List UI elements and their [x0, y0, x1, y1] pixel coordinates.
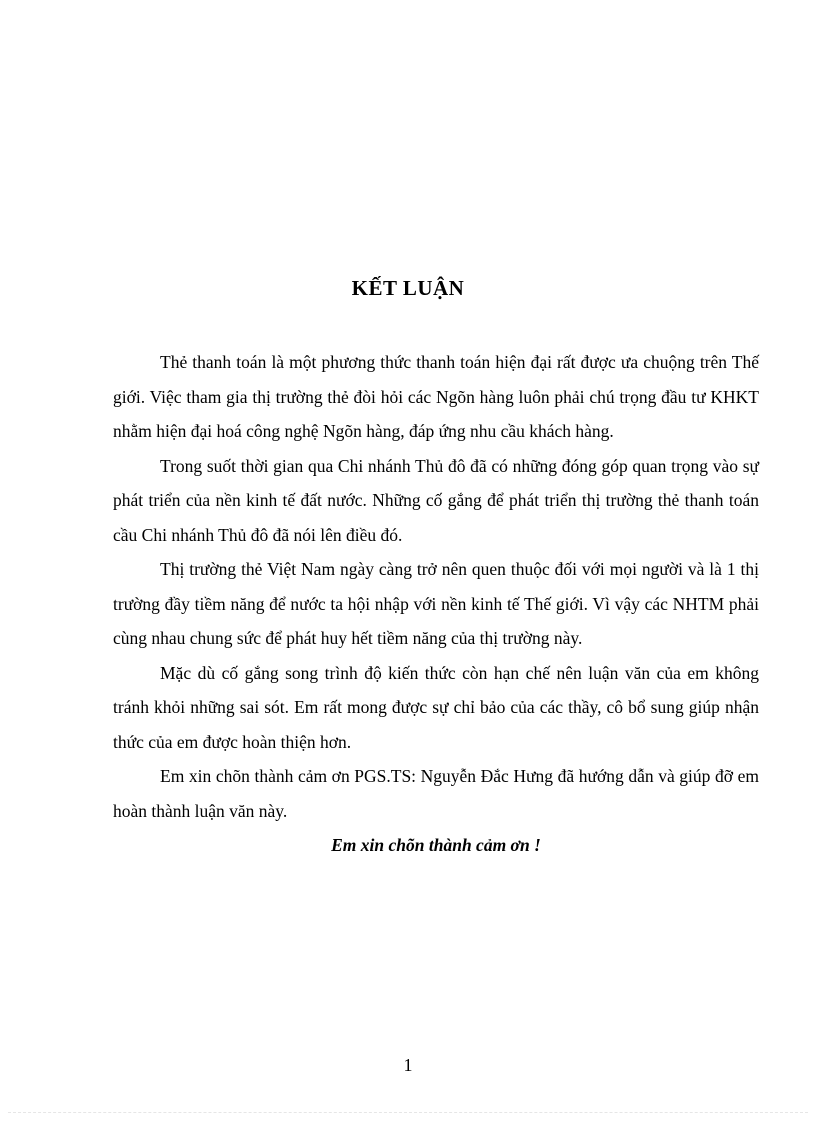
- body-text: [113, 345, 759, 863]
- paragraph-1: Thẻ thanh toán là một phương thức thanh toán hiện đại rất được ưa chuộng trên Thế giới. Việc tham gia thị trường thẻ đòi hỏi các Ngõn hàng luôn phải chú trọng đầu tư KHKT nhằm hiện đại hoá công nghệ Ngõn hàng, đáp ứng nhu cầu khách hàng.: [113, 352, 759, 441]
- page-bottom-divider: [8, 1112, 808, 1113]
- paragraph-4: Mặc dù cố gắng song trình độ kiến thức còn hạn chế nên luận văn của em không tránh khỏi những sai sót. Em rất mong được sự chỉ bảo của các thầy, cô bổ sung giúp nhận thức của em được hoàn thiện hơn.: [113, 662, 759, 752]
- paragraph-3: Thị trường thẻ Việt Nam ngày càng trở nên quen thuộc đối với mọi người và là 1 thị trường đầy tiềm năng để nước ta hội nhập với nền kinh tế Thế giới. Vì vậy các NHTM phải cùng nhau chung sức để phát huy hết tiềm năng của thị trường này.: [113, 559, 759, 648]
- paragraph-2: Trong suốt thời gian qua Chi nhánh Thủ đô đã có những đóng góp quan trọng vào sự phát triển của nền kinh tế đất nước. Những cố gắng để phát triển thị trường thẻ thanh toán cầu Chi nhánh Thủ đô đã nói lên điều đó.: [113, 455, 759, 545]
- page-title: KẾT LUẬN: [351, 276, 465, 300]
- closing-line: Em xin chõn thành cảm ơn !: [331, 835, 541, 855]
- paragraph-5: Em xin chõn thành cảm ơn PGS.TS: Nguyễn Đắc Hưng đã hướng dẫn và giúp đỡ em hoàn thành luận văn này.: [113, 766, 759, 821]
- page-number: 1: [403, 1055, 413, 1075]
